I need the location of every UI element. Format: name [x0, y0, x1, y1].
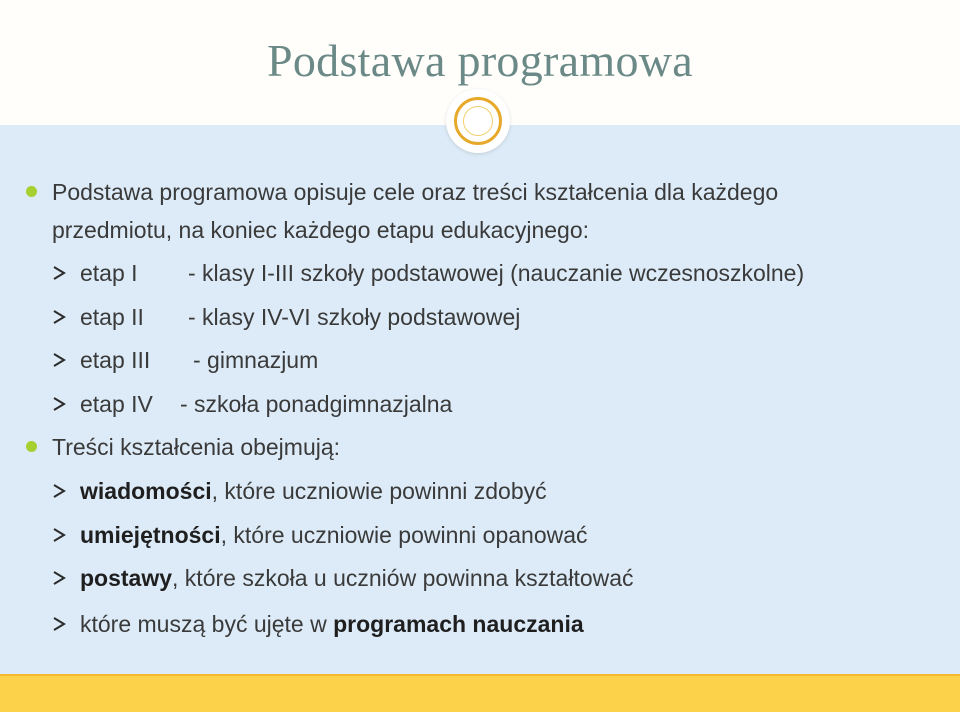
bottom-bar	[0, 674, 960, 712]
arrow-right-icon	[52, 309, 66, 325]
content-rest: , które uczniowie powinni zdobyć	[211, 478, 547, 504]
green-dot-icon	[26, 186, 37, 197]
arrow-right-icon	[52, 352, 66, 368]
arrow-right-icon	[52, 616, 66, 632]
green-dot-icon	[26, 441, 37, 452]
final-bold: programach nauczania	[333, 611, 584, 637]
gold-ring-ornament-icon	[446, 89, 510, 153]
arrow-right-icon	[52, 483, 66, 499]
content-text	[80, 563, 634, 593]
bullet-text: Treści kształcenia obejmują:	[52, 434, 341, 460]
arrow-right-icon	[52, 396, 66, 412]
stage-label: etap II	[80, 304, 144, 330]
bullet-text-line1: Podstawa programowa opisuje cele oraz treści kształcenia dla każdego	[52, 179, 779, 205]
content-bold: postawy	[80, 565, 173, 591]
stage-label: etap III	[80, 347, 151, 373]
final-text	[80, 609, 584, 639]
arrow-right-icon	[52, 570, 66, 586]
slide-title: Podstawa programowa	[267, 35, 693, 86]
ornament-inner-ring	[463, 106, 493, 136]
stage-description: - gimnazjum	[193, 347, 319, 373]
bullet-text-line2: przedmiotu, na koniec każdego etapu edukacyjnego:	[52, 217, 590, 243]
stage-label: etap I	[80, 260, 138, 286]
stage-description: - klasy IV-VI szkoły podstawowej	[188, 304, 521, 330]
content-rest: , które szkoła u uczniów powinna kształtować	[172, 565, 634, 591]
content-bold: wiadomości	[80, 478, 212, 504]
slide-content	[0, 125, 960, 674]
content-bold: umiejętności	[80, 522, 221, 548]
content-text	[80, 476, 547, 506]
stage-description: - szkoła ponadgimnazjalna	[180, 391, 453, 417]
content-text	[80, 520, 588, 550]
stage-description: - klasy I-III szkoły podstawowej (nauczanie wczesnoszkolne)	[188, 260, 805, 286]
stage-label: etap IV	[80, 391, 153, 417]
final-plain: które muszą być ujęte w	[80, 611, 334, 637]
content-rest: , które uczniowie powinni opanować	[220, 522, 588, 548]
arrow-right-icon	[52, 527, 66, 543]
ornament-ring	[454, 97, 502, 145]
arrow-right-icon	[52, 265, 66, 281]
